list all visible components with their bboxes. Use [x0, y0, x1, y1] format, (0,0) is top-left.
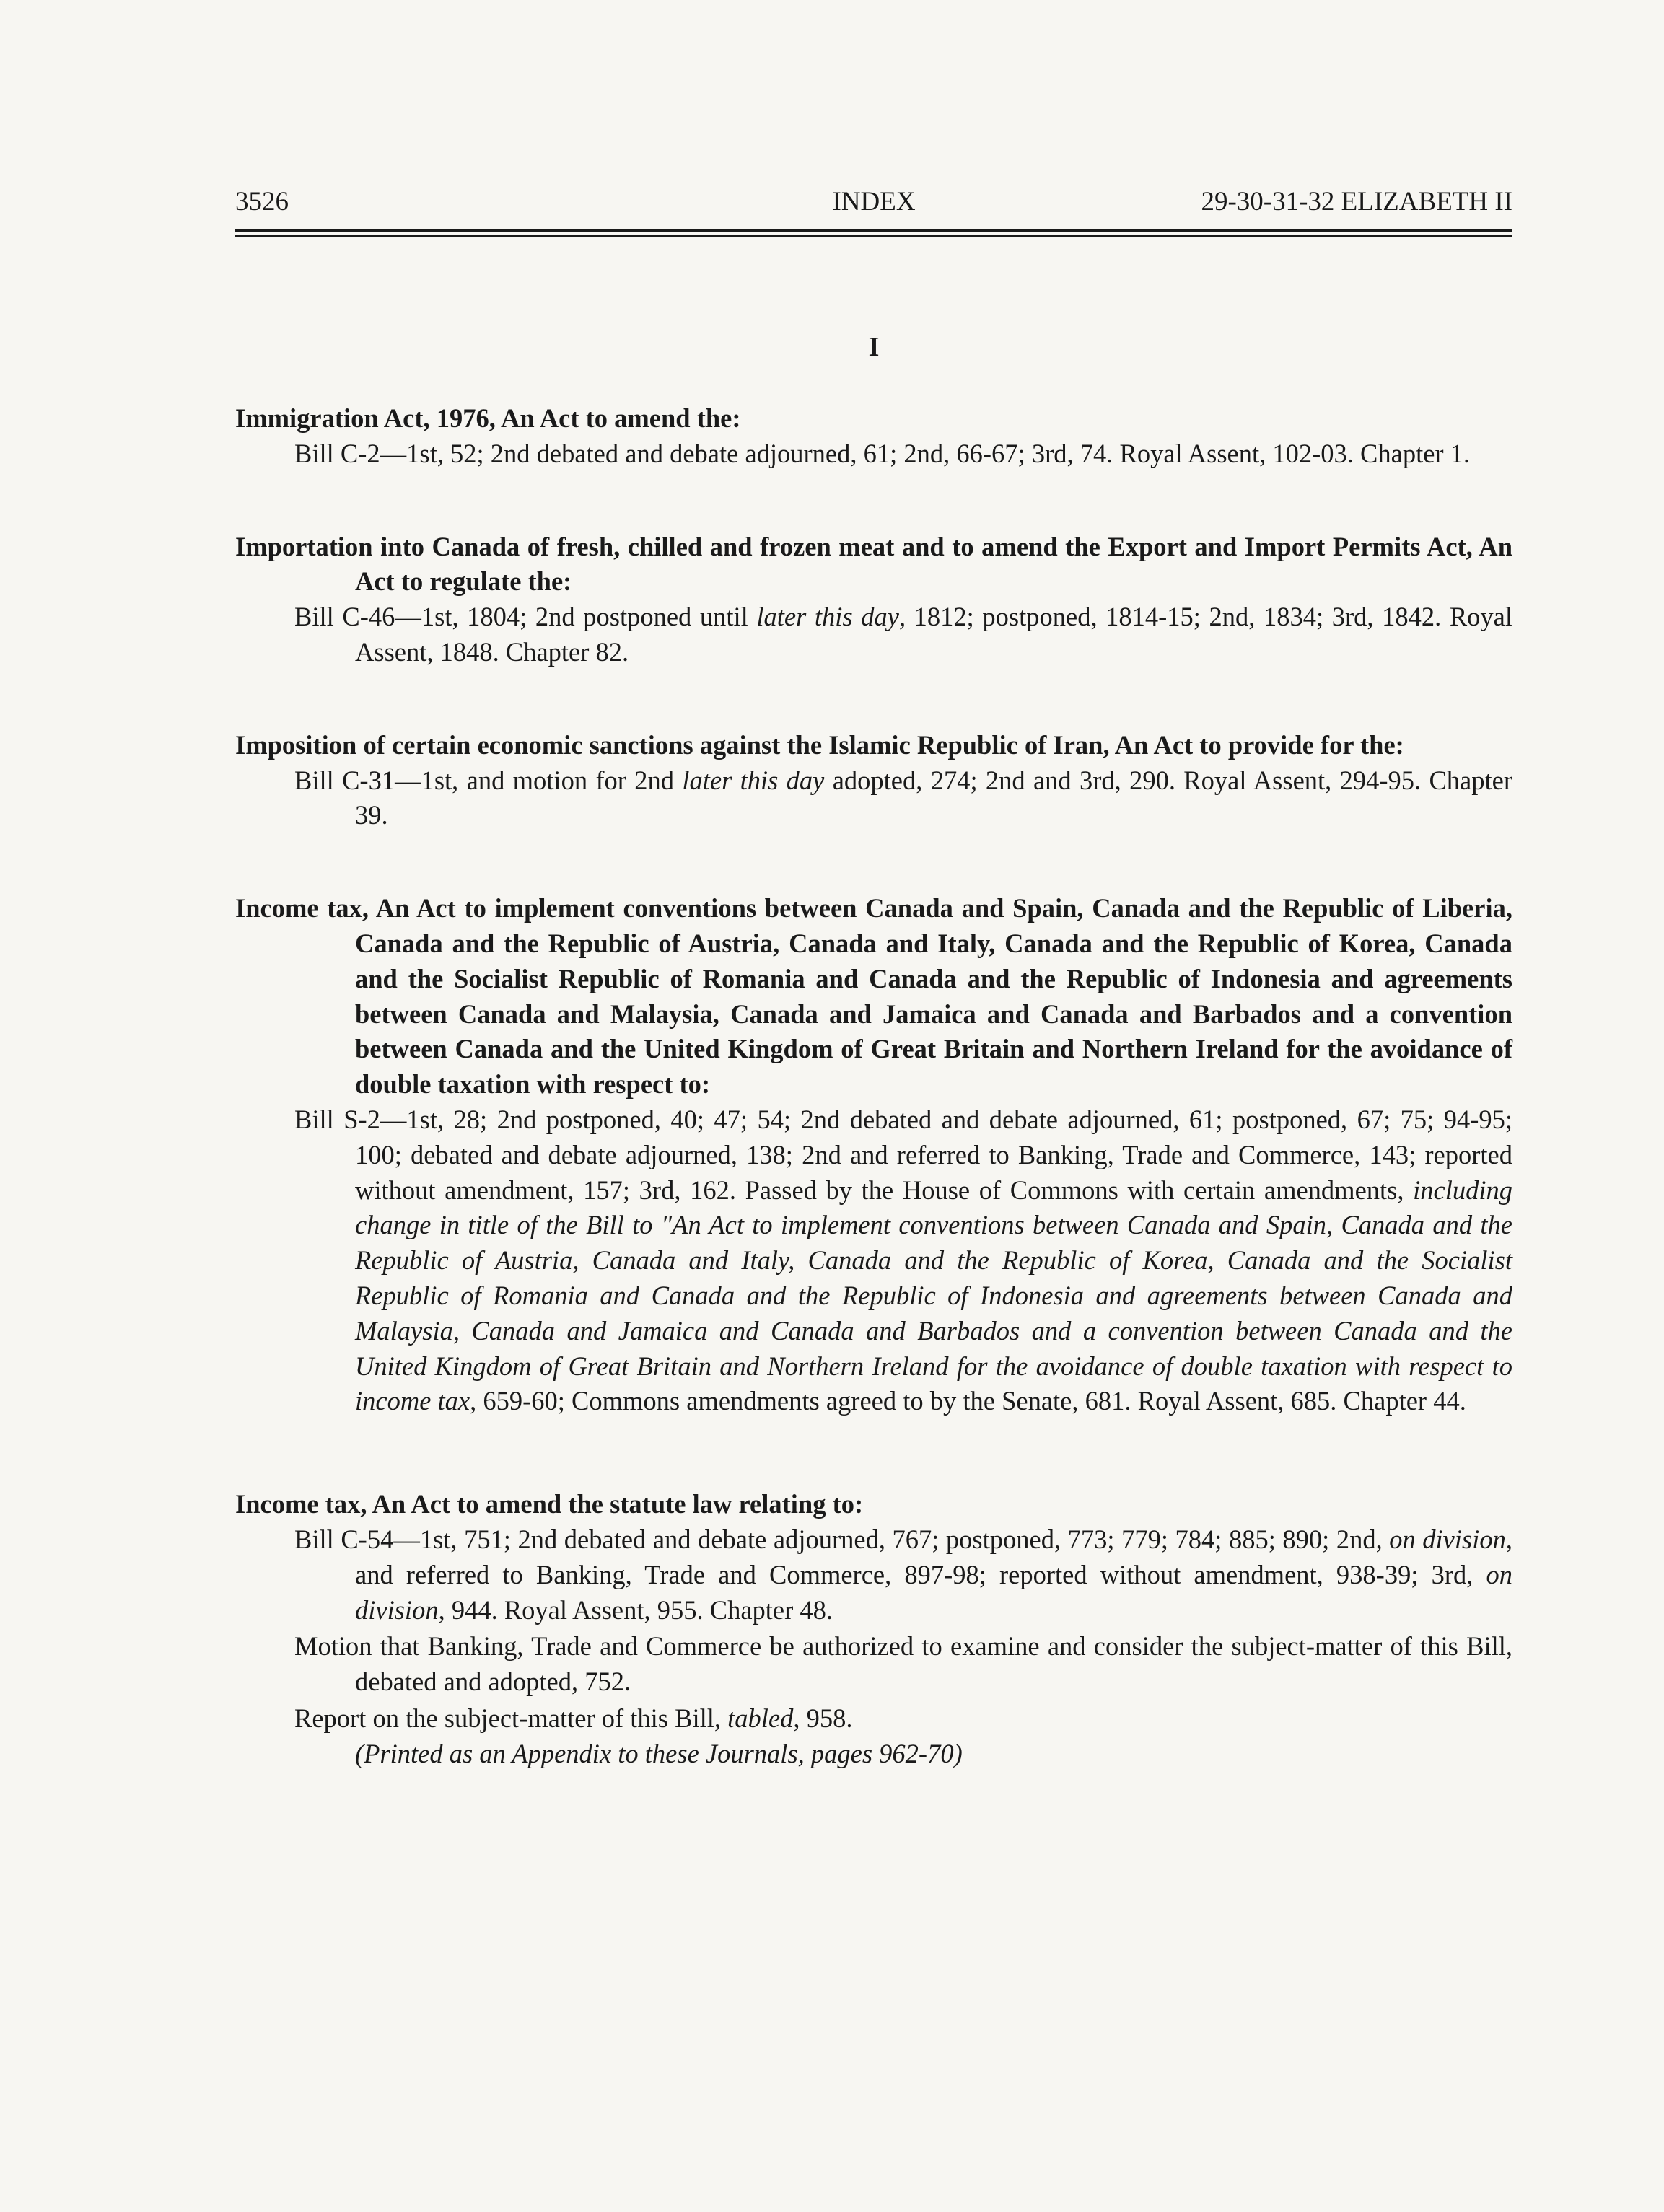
entry-text: , and referred to Banking, Trade and Commerce, 897-98; reported without amendment, 938-39; 3rd, [355, 1524, 1512, 1589]
entry-text: Motion that Banking, Trade and Commerce be authorized to examine and consider the subject-matter of this Bill, debated and adopted, 752. [294, 1631, 1512, 1697]
index-entry [235, 891, 1512, 1419]
entry-heading: Importation into Canada of fresh, chilled and frozen meat and to amend the Export and Import Permits Act, An Act to regulate the: [235, 531, 1512, 597]
entry-line [235, 1629, 1512, 1700]
entry-text-italic: on division [1389, 1524, 1506, 1554]
entry-text: Bill C-46—1st, 1804; 2nd postponed until [294, 602, 757, 632]
entry-text-italic: later this day [682, 765, 825, 795]
entry-text: Bill C-31—1st, and motion for 2nd [294, 765, 683, 795]
index-entry [235, 1487, 1512, 1771]
entry-text: Report on the subject-matter of this Bill, [294, 1703, 728, 1733]
entry-line [235, 1701, 1512, 1737]
entry-text: , 1812; postponed, 1814-15; 2nd, 1834; 3rd, 1842. Royal Assent, 1848. Chapter 82. [355, 602, 1513, 667]
entry-text: , 958. [793, 1703, 853, 1733]
entry-heading: Immigration Act, 1976, An Act to amend the: [235, 403, 741, 433]
entry-text-italic: including change in title of the Bill to "An Act to implement conventions between Canada and Spain, Canada and the Republic of Austria, Canada and Italy, Canada and the Republic of Korea, Canada and the Socialist Republic of Romania and Canada and the Republic of Indonesia and agreements between Canada and Malaysia, Canada and Jamaica and Canada and Barbados and a convention between Canada and the United Kingdom of Great Britain and Northern Ireland for the avoidance of double taxation with respect to income tax [355, 1175, 1512, 1416]
index-entry [235, 728, 1512, 833]
section-letter: I [868, 332, 880, 362]
entry-line [235, 1522, 1512, 1628]
entry-text: adopted, 274; 2nd and 3rd, 290. Royal Assent, 294-95. Chapter 39. [355, 765, 1513, 830]
entry-text-italic: later this day [756, 602, 899, 632]
entry-text: Bill C-2—1st, 52; 2nd debated and debate adjourned, 61; 2nd, 66-67; 3rd, 74. Royal Assent, 102-03. Chapter 1. [294, 438, 1471, 468]
regnal-years: 29-30-31-32 ELIZABETH II [1201, 187, 1512, 216]
entry-text-italic: on division [355, 1559, 1512, 1625]
entry-heading: Income tax, An Act to amend the statute law relating to: [235, 1489, 864, 1519]
entry-text: Bill C-54—1st, 751; 2nd debated and debate adjourned, 767; postponed, 773; 779; 784; 885; 890; 2nd, [294, 1524, 1390, 1554]
index-page [235, 180, 1512, 1772]
appendix-note: (Printed as an Appendix to these Journals, pages 962-70) [355, 1738, 963, 1768]
entry-text-italic: tabled [727, 1703, 794, 1733]
index-entry [235, 401, 1512, 472]
page-number: 3526 [235, 187, 289, 216]
header-double-rule [235, 229, 1512, 237]
entry-heading: Imposition of certain economic sanctions against the Islamic Republic of Iran, An Act to provide for the: [235, 729, 1404, 760]
entry-text: , 944. Royal Assent, 955. Chapter 48. [438, 1594, 833, 1625]
entry-line [235, 600, 1512, 670]
index-entry [235, 530, 1512, 670]
entry-line [235, 436, 1512, 472]
header-title: INDEX [832, 187, 916, 216]
entry-heading: Income tax, An Act to implement conventions between Canada and Spain, Canada and the Republic of Liberia, Canada and the Republic of Austria, Canada and Italy, Canada and the Republic of Korea, Canada and the Socialist Republic of Romania and Canada and the Republic of Indonesia and agreements between Canada and Malaysia, Canada and Jamaica and Canada and Barbados and a convention between Canada and the United Kingdom of Great Britain and Northern Ireland for the avoidance of double taxation with respect to: [235, 893, 1512, 1100]
running-header [235, 180, 1512, 224]
entry-text: , 659-60; Commons amendments agreed to by the Senate, 681. Royal Assent, 685. Chapter 44. [470, 1386, 1466, 1416]
entry-text: Bill S-2—1st, 28; 2nd postponed, 40; 47; 54; 2nd debated and debate adjourned, 61; postponed, 67; 75; 94-95; 100; debated and debate adjourned, 138; 2nd and referred to Banking, Trade and Commerce, 143; reported without amendment, 157; 3rd, 162. Passed by the House of Commons with certain amendments, [294, 1104, 1512, 1205]
entry-line [235, 1102, 1512, 1419]
entry-line [235, 763, 1512, 834]
